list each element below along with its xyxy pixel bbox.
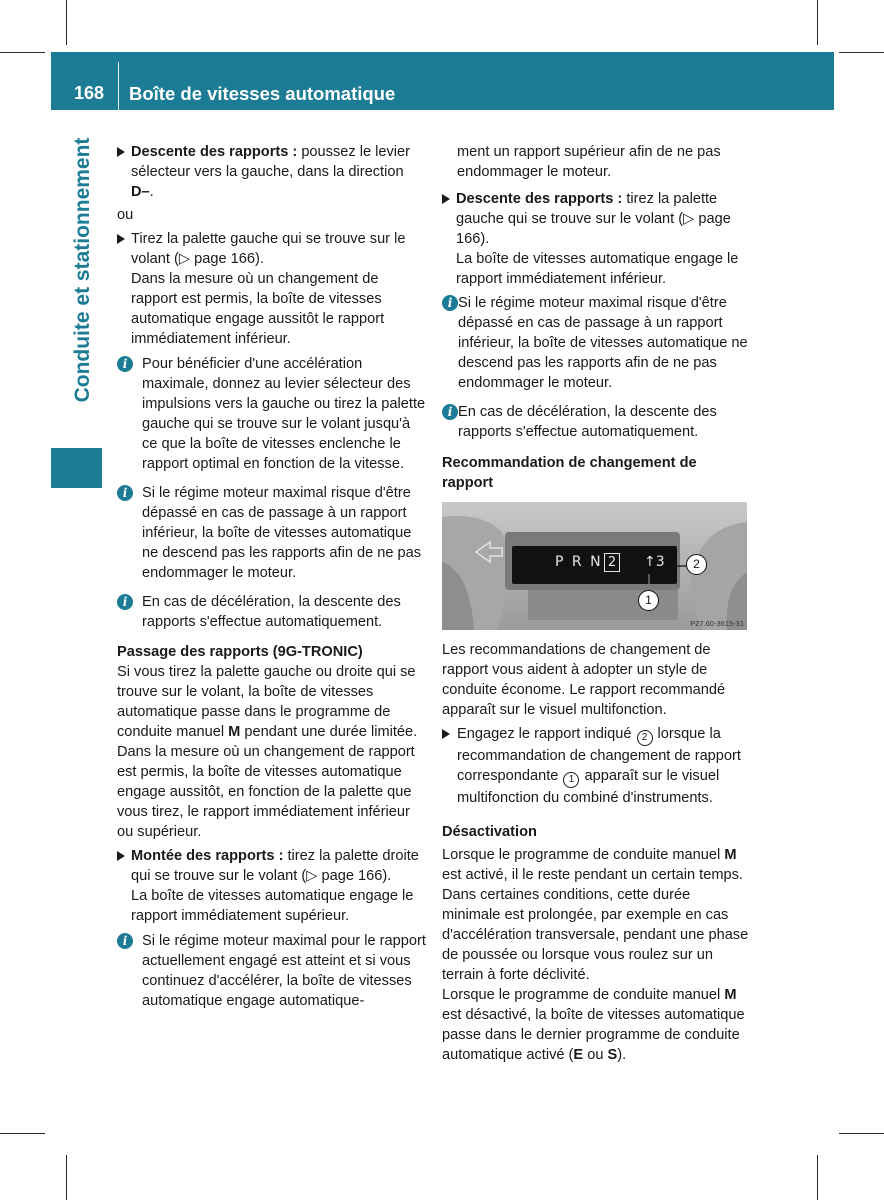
info-icon: i [442,295,458,311]
item-text: La boîte de vitesses automatique engage le rapport immédiatement inférieur. [456,251,739,287]
current-gear-box: 2 [604,553,620,572]
callout-2: 2 [686,554,707,575]
item-text: Tirez la palette gauche qui se trouve sur le volant (▷ page 166). [131,231,406,267]
item-lead: Montée des rapports : [131,848,284,864]
page-header [51,52,834,110]
chapter-label: Conduite et stationnement [71,137,94,403]
crop-mark [66,1155,67,1200]
crop-mark [839,52,884,53]
paragraph-text: ou [583,1047,608,1063]
item-text: . [149,184,154,200]
info-note [117,931,426,1011]
paragraph-text: Lorsque le programme de conduite manuel [442,987,725,1003]
info-note [442,293,749,393]
section-heading: Désactivation [442,824,537,840]
crop-mark [0,1133,45,1134]
paragraph-text: ). [617,1047,627,1063]
crop-mark [839,1133,884,1134]
item-lead: Descente des rapports : [456,191,623,207]
header-divider [118,62,119,110]
mode-letter: M [724,847,737,863]
info-note [117,483,426,583]
left-column [117,142,426,1011]
mode-letter: M [228,724,241,740]
page-title: Boîte de vitesses automatique [129,83,396,104]
bullet-arrow-icon [442,194,450,204]
paragraph-text: Si vous tirez la palette gauche ou droite qui se trouve sur le volant, la boîte de vitesses automatique passe dans le programme de conduite manuel [117,664,416,740]
gear-recommendation-figure [442,502,747,630]
paragraph: Les recommandations de changement de rapport vous aident à adopter un style de conduite économe. Le rapport recommandé apparaît sur le visuel multifonction. [442,642,726,718]
bullet-arrow-icon [117,234,125,244]
instruction-item [442,724,749,808]
instruction-item [117,229,426,349]
crop-mark [66,0,67,45]
info-note [117,354,426,474]
paragraph-text: pendant une durée limitée. [240,724,418,740]
info-icon: i [117,594,133,610]
instruction-item [117,142,426,202]
item-text: Engagez le rapport indiqué [457,726,636,742]
note-text: Si le régime moteur maximal pour le rapport actuellement engagé est atteint et si vous continuez d'accélérer, la boîte de vitesses automatique engage automatique- [142,933,426,1009]
info-icon: i [117,485,133,501]
bullet-arrow-icon [442,729,450,739]
mode-letter: M [724,987,737,1003]
info-icon: i [117,933,133,949]
paragraph-text: est désactivé, la boîte de vitesses automatique passe dans le dernier programme de conduite automatique activé ( [442,1007,745,1063]
right-column [442,142,749,493]
paragraph-text: est activé, il le reste pendant un certain temps. Dans certaines conditions, cette durée minimale est prolongée, par exemple en cas d'accélération transversale, pendant une phase de poussée ou lorsque vous roulez sur un terrain à forte déclivité. [442,867,749,983]
paragraph [442,845,749,985]
section-heading: Recommandation de changement de rapport [442,455,697,491]
callout-1: 1 [638,590,659,611]
item-text: poussez le levier sélecteur vers la gauche, dans la direction [131,144,411,180]
note-continuation: ment un rapport supérieur afin de ne pas endommager le moteur. [457,144,721,180]
callout-ref-2: 2 [637,730,653,746]
item-text: La boîte de vitesses automatique engage le rapport immédiatement supérieur. [131,888,414,924]
info-icon: i [117,356,133,372]
item-text: tirez la palette gauche qui se trouve sur le volant (▷ page 166). [456,191,731,247]
chapter-tab-marker [51,448,102,488]
item-text: Dans la mesure où un changement de rapport est permis, la boîte de vitesses automatique engage aussitôt le rapport immédiatement inférieur. [131,271,385,347]
bullet-arrow-icon [117,851,125,861]
note-text: Si le régime moteur maximal risque d'être dépassé en cas de passage à un rapport inférieur, la boîte de vitesses automatique ne descend pas les rapports afin de ne pas endommager le moteur. [458,295,748,391]
mode-letter: S [607,1047,618,1063]
chapter-side-tab [51,110,102,488]
instruction-item [117,846,426,926]
instruction-item [442,189,749,289]
upshift-recommendation: ↑3 [644,554,665,570]
note-text: Pour bénéficier d'une accélération maximale, donnez au levier sélecteur des impulsions vers la gauche ou tirez la palette gauche qui se trouve sur le volant jusqu'à ce que la boîte de vitesses enclenche le rapport optimal en fonction de la vitesse. [142,356,426,472]
paragraph-text: Lorsque le programme de conduite manuel [442,847,725,863]
page-number: 168 [74,83,105,103]
section-heading: Passage des rapports (9G-TRONIC) [117,644,363,660]
item-text: apparaît sur le visuel multifonction du combiné d'instruments. [457,768,720,806]
info-note [442,402,749,442]
paragraph: Dans la mesure où un changement de rapport est permis, la boîte de vitesses automatique engage aussitôt, en fonction de la palette que vous tirez, le rapport immédiatement inférieur ou supérieur. [117,744,415,840]
crop-mark [817,1155,818,1200]
note-text: En cas de décélération, la descente des rapports s'effectue automatiquement. [142,594,401,630]
info-note [117,592,426,632]
crop-mark [817,0,818,45]
callout-ref-1: 1 [563,772,579,788]
paragraph [442,985,749,1065]
mode-letter: E [573,1047,584,1063]
right-column-lower [442,640,749,1065]
info-icon: i [442,404,458,420]
item-text: tirez la palette droite qui se trouve sur le volant (▷ page 166). [131,848,419,884]
item-lead: Descente des rapports : [131,144,298,160]
item-text: lorsque la recommandation de changement de rapport correspondante [457,726,741,784]
note-text: En cas de décélération, la descente des rapports s'effectue automatiquement. [458,404,717,440]
paragraph [117,662,426,742]
gear-display-text: P R N [555,554,603,570]
figure-code: P27.60-3615-31 [690,619,744,628]
note-text: Si le régime moteur maximal risque d'être dépassé en cas de passage à un rapport inférieur, la boîte de vitesses automatique ne descend pas les rapports afin de ne pas endommager le moteur. [142,485,422,581]
or-text: ou [117,207,134,223]
bullet-arrow-icon [117,147,125,157]
crop-mark [0,52,45,53]
item-bold: D– [131,184,150,200]
